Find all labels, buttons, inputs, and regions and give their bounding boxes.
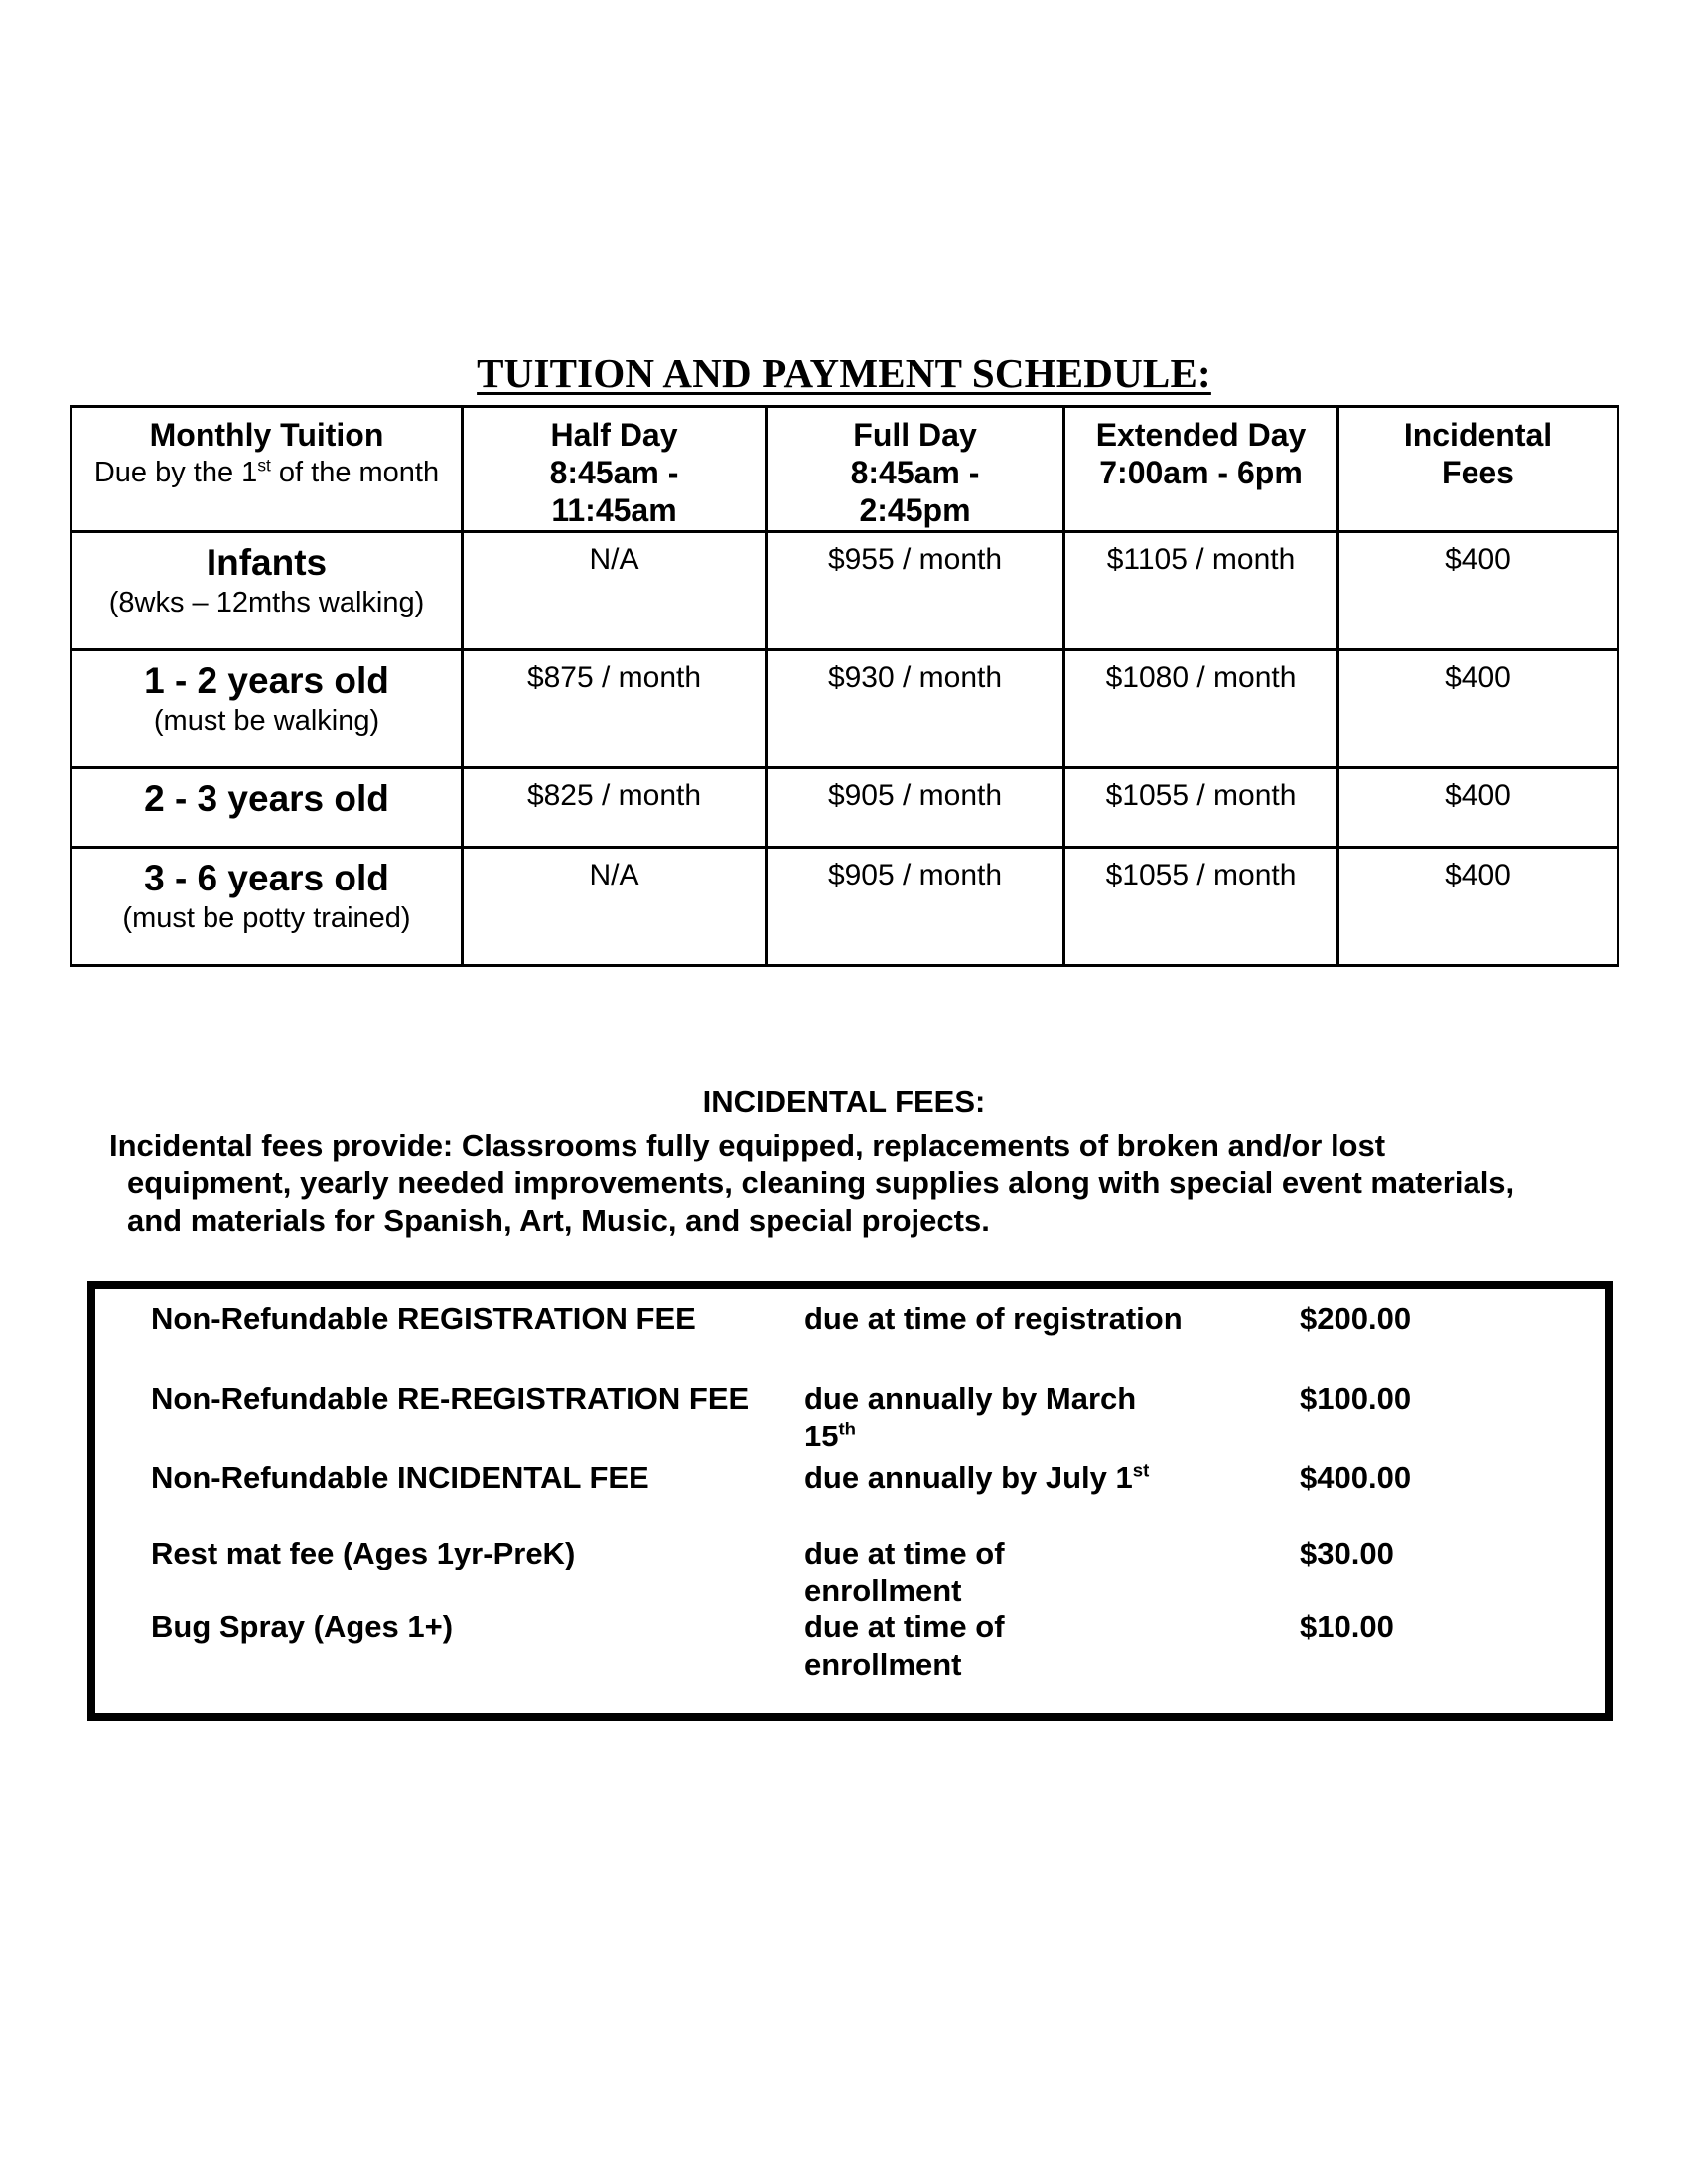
incidental-fee: $400 — [1338, 768, 1618, 848]
header-half-day — [463, 407, 767, 532]
header-line: 11:45am — [551, 492, 677, 528]
fee-name: Non-Refundable INCIDENTAL FEE — [151, 1460, 649, 1495]
row-sub: (must be potty trained) — [122, 902, 411, 934]
header-line: 7:00am - 6pm — [1099, 455, 1303, 490]
header-line: Fees — [1442, 455, 1514, 490]
extended-day-price: $1055 / month — [1064, 848, 1338, 966]
row-label: Infants — [206, 542, 328, 583]
row-sub: (8wks – 12mths walking) — [108, 587, 425, 618]
half-day-price: N/A — [463, 848, 767, 966]
fees-box — [87, 1281, 1613, 1721]
header-line: 8:45am - — [850, 455, 980, 490]
table-row — [71, 532, 1618, 650]
header-line: Full Day — [853, 417, 977, 453]
table-row — [71, 768, 1618, 848]
incidental-fees-heading: INCIDENTAL FEES: — [702, 1084, 986, 1119]
half-day-price: $875 / month — [463, 650, 767, 768]
extended-day-price: $1105 / month — [1064, 532, 1338, 650]
incidental-fee: $400 — [1338, 848, 1618, 966]
fee-due-text: due at time of registration — [804, 1301, 1183, 1336]
half-day-price: N/A — [463, 532, 767, 650]
header-full-day — [767, 407, 1064, 532]
header-line: 2:45pm — [859, 492, 971, 528]
row-label: 3 - 6 years old — [144, 858, 389, 898]
row-label: 1 - 2 years old — [144, 660, 389, 701]
due-sup: st — [257, 455, 271, 476]
fee-name: Non-Refundable REGISTRATION FEE — [151, 1301, 696, 1336]
row-label-cell — [71, 768, 463, 848]
incidental-fee: $400 — [1338, 532, 1618, 650]
header-incidental-fees — [1338, 407, 1618, 532]
full-day-price: $955 / month — [767, 532, 1064, 650]
extended-day-price: $1080 / month — [1064, 650, 1338, 768]
fee-amount: $400.00 — [1300, 1460, 1412, 1495]
row-label-cell — [71, 848, 463, 966]
fee-due-sup: st — [1132, 1459, 1150, 1481]
full-day-price: $905 / month — [767, 768, 1064, 848]
tuition-table — [70, 405, 1619, 967]
fee-amount: $200.00 — [1300, 1301, 1412, 1336]
row-label: 2 - 3 years old — [144, 778, 389, 819]
fee-due-text: due at time of enrollment — [804, 1609, 1005, 1682]
fee-name: Rest mat fee (Ages 1yr-PreK) — [151, 1536, 576, 1570]
full-day-price: $905 / month — [767, 848, 1064, 966]
table-row — [71, 848, 1618, 966]
fee-due — [804, 1608, 1062, 1684]
due-text-b: of the month — [270, 457, 440, 488]
tuition-header-row — [71, 407, 1618, 532]
fee-amount: $10.00 — [1300, 1609, 1394, 1644]
fee-due — [804, 1300, 1201, 1338]
header-line: Extended Day — [1095, 417, 1307, 453]
row-sub: (must be walking) — [153, 705, 380, 737]
header-line: Half Day — [550, 417, 678, 453]
fee-amount: $30.00 — [1300, 1536, 1394, 1570]
fee-due-sup: th — [838, 1418, 857, 1439]
fee-name: Non-Refundable RE-REGISTRATION FEE — [151, 1381, 750, 1416]
fee-due-text: due annually by March 15 — [804, 1381, 1137, 1453]
fee-due — [804, 1380, 1182, 1455]
header-monthly-tuition-due — [78, 454, 455, 491]
extended-day-price: $1055 / month — [1064, 768, 1338, 848]
full-day-price: $930 / month — [767, 650, 1064, 768]
incidental-fees-description: Incidental fees provide: Classrooms fully equipped, replacements of broken and/or lost equipment, yearly needed improvements, cleaning supplies along with special event materials, and materials for Spanish, Art, Music, and special projects. — [109, 1128, 1515, 1238]
row-label-cell — [71, 532, 463, 650]
header-extended-day — [1064, 407, 1338, 532]
header-monthly-tuition-title: Monthly Tuition — [149, 417, 384, 453]
header-line: Incidental — [1403, 417, 1553, 453]
half-day-price: $825 / month — [463, 768, 767, 848]
fee-amount: $100.00 — [1300, 1381, 1412, 1416]
header-monthly-tuition — [71, 407, 463, 532]
table-row — [71, 650, 1618, 768]
incidental-fee: $400 — [1338, 650, 1618, 768]
row-label-cell — [71, 650, 463, 768]
fee-due-text: due annually by July 1 — [804, 1460, 1133, 1495]
fee-due — [804, 1459, 1241, 1497]
fee-name: Bug Spray (Ages 1+) — [151, 1609, 454, 1644]
page-title: TUITION AND PAYMENT SCHEDULE: — [477, 350, 1211, 396]
due-text-a: Due by the 1 — [93, 457, 258, 488]
fee-due — [804, 1535, 1062, 1610]
header-line: 8:45am - — [549, 455, 679, 490]
fee-due-text: due at time of enrollment — [804, 1536, 1005, 1608]
